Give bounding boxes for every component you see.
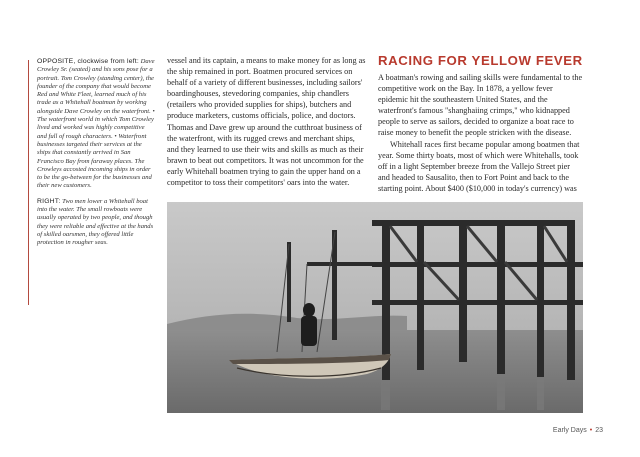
caption-rule xyxy=(28,60,29,305)
section-paragraph-2: Whitehall races first became popular among boatmen that year. Some thirty boats, most of which were Whitehalls, took off in a light September breeze from the Vallejo Street pier and headed to Sausalito, then to Fort Point and back to the starting point. About $400 ($10,000 in today's currency) was xyxy=(378,139,580,193)
caption-column xyxy=(37,58,155,255)
caption-right-text: Two men lower a Whitehall boat into the water. The small rowboats were usually operated by two people, and though they were reliable and effective at the hands of skilled oarsmen, they offered little protection in rougher seas. xyxy=(37,197,154,247)
caption-opposite-text: Dave Crowley Sr. (seated) and his sons pose for a portrait. Tom Crowley (standing center), the founder of the company that would become Red and White Fleet, learned much of his trade as a Whitehall boatman by working alongside Dave Crowley on the waterfront. • The waterfront world in which Tom Crowley lived and worked was highly competitive and full of rough characters. • Waterfront businesses targeted their services at the ships that constantly arrived in San Francisco Bay from faraway places. The Crowleys accosted incoming ships in order to be the go-between for the businesses and their new customers. xyxy=(37,58,155,190)
photo-illustration xyxy=(167,202,583,413)
section-paragraph-1: A boatman's rowing and sailing skills were fundamental to the competitive work on the Bay. In 1878, a yellow fever epidemic hit the southeastern United States, and the waterfront's famous "shanghaiing crimps," who kidnapped people to serve as sailors, decided to organize a boat race to raise money to benefit the people stricken with the disease. xyxy=(378,73,583,138)
whitehall-boat-photo xyxy=(167,202,583,413)
page-footer xyxy=(553,427,603,434)
footer-chapter: Early Days xyxy=(552,427,587,434)
body-column-1 xyxy=(167,55,367,188)
caption-opposite-lead: OPPOSITE, clockwise from left: xyxy=(37,58,139,65)
body-column-2 xyxy=(378,72,583,194)
body-paragraph: vessel and its captain, a means to make money for as long as the ship remained in port. Boatmen procured services on behalf of a variety of different businesses, including sailors' boardinghouses, stevedoring companies, ship chandlers (retailers who provided supplies for ships), butchers and produce marketers, customs officials, police, and doctors. Thomas and Dave grew up around the cutthroat business of the waterfront, with its rugged crews and merchant ships, and they learned to use their wits and skills as much as their brawn to beat out competitors. It was not uncommon for the early Whitehall boatmen trying to gain the upper hand on a competitor to toss their competitors' oars into the water. xyxy=(167,56,366,188)
caption-right xyxy=(37,198,155,248)
footer-bullet: • xyxy=(589,427,593,434)
section-heading: RACING FOR YELLOW FEVER xyxy=(378,53,583,68)
page-number: 23 xyxy=(595,427,603,434)
caption-right-lead: RIGHT: xyxy=(37,197,61,205)
caption-opposite xyxy=(37,58,155,191)
